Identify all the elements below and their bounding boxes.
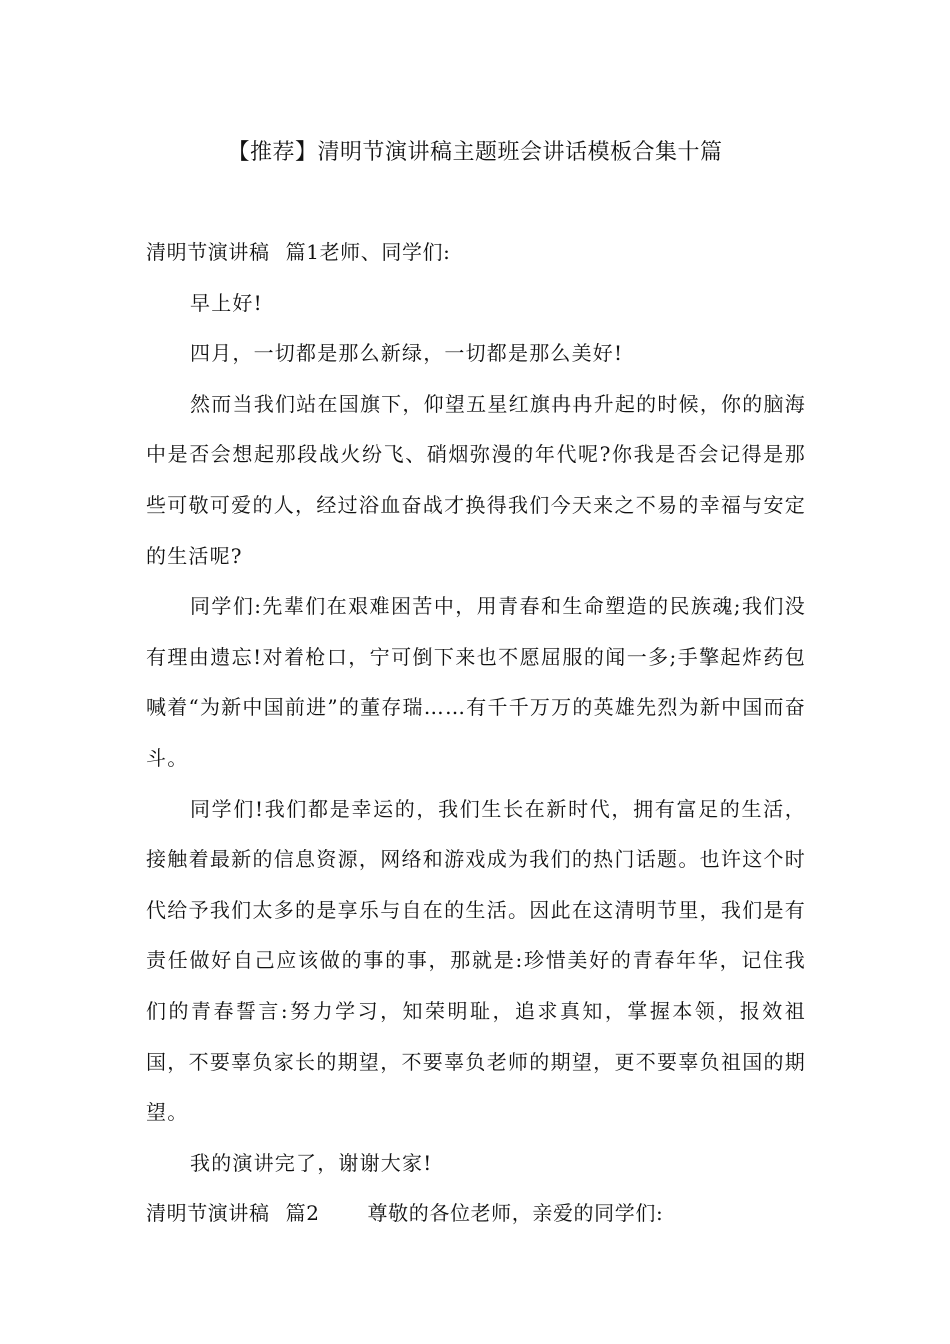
paragraph-april: 四月，一切都是那么新绿，一切都是那么美好! [190,341,624,366]
section-1-title: 清明节演讲稿 [146,240,270,264]
section-2-heading [146,1188,806,1239]
paragraph-new-era: 同学们!我们都是幸运的，我们生长在新时代，拥有富足的生活，接触着最新的信息资源，网络和游戏成为我们的热门话题。也许这个时代给予我们太多的是享乐与自在的生活。因此在这清明节里，我们是有责任做好自己应该做的事的事，那就是:珍惜美好的青春年华，记住我们的青春誓言:努力学习，知荣明耻，追求真知，掌握本领，报效祖国，不要辜负家长的期望，不要辜负老师的期望，更不要辜负祖国的期望。 [146,796,806,1125]
section-2-number: 篇2 [285,1201,320,1226]
paragraph-ancestors: 同学们:先辈们在艰难困苦中，用青春和生命塑造的民族魂;我们没有理由遗忘!对着枪口，宁可倒下来也不愿屈服的闻一多;手擎起炸药包喊着“为新中国前进”的董存瑞……有千千万万的英雄先烈为新中国而奋斗。 [146,594,806,770]
section-2-title: 清明节演讲稿 [146,1201,270,1226]
paragraph-greeting: 早上好! [190,290,263,315]
document-title: 【推荐】清明节演讲稿主题班会讲话模板合集十篇 [227,140,723,165]
section-2-salutation: 尊敬的各位老师，亲爱的同学们: [367,1201,664,1226]
section-1-heading [146,227,806,278]
paragraph-closing: 我的演讲完了，谢谢大家! [190,1150,433,1175]
paragraph-flag: 然而当我们站在国旗下，仰望五星红旗冉冉升起的时候，你的脑海中是否会想起那段战火纷飞、硝烟弥漫的年代呢?你我是否会记得是那些可敬可爱的人，经过浴血奋战才换得我们今天来之不易的幸福与安定的生活呢? [146,391,806,568]
section-1-salutation: 老师、同学们: [319,240,451,264]
document-body [146,227,806,1239]
section-1-number: 篇1 [285,240,320,264]
